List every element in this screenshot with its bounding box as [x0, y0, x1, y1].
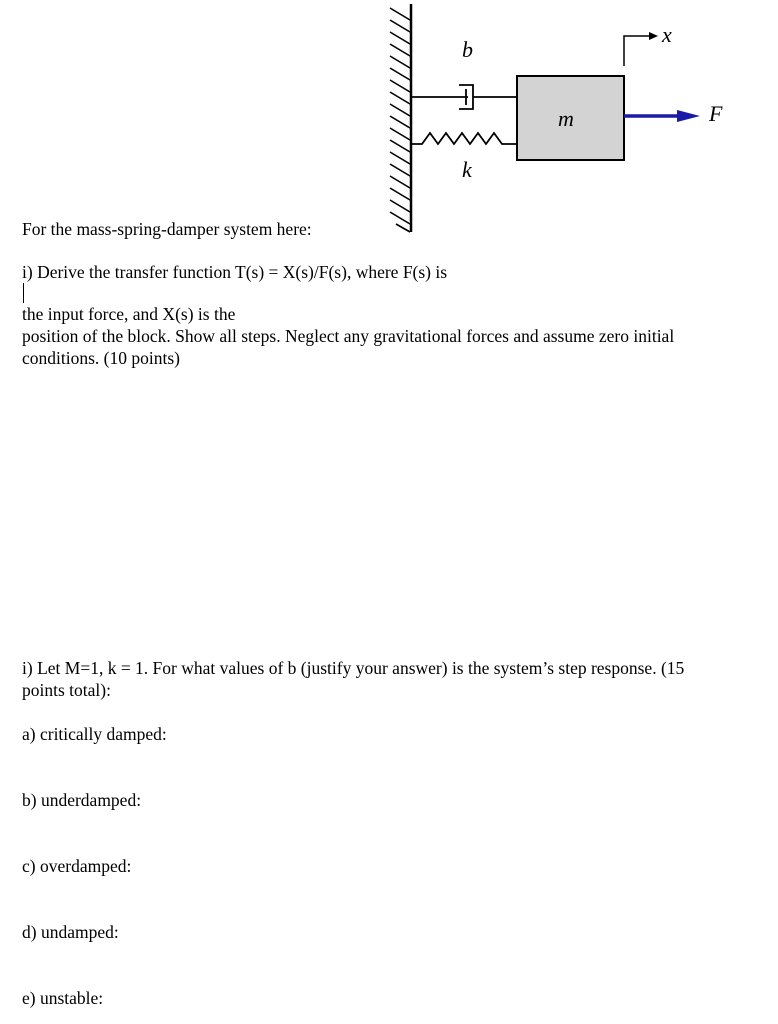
item-undamped: d) undamped:: [22, 922, 119, 942]
wall: [390, 4, 411, 232]
spring: [411, 133, 517, 144]
mass-spring-damper-diagram: [0, 0, 778, 240]
item-critically-damped: a) critically damped:: [22, 724, 167, 744]
part1-line1: [22, 261, 762, 325]
position-arrow: [624, 32, 658, 66]
item-underdamped: b) underdamped:: [22, 790, 142, 810]
spring-label: k: [462, 157, 472, 182]
mass-label: m: [558, 106, 574, 131]
damper-label: b: [462, 37, 473, 62]
part1-line2: position of the block. Show all steps. Neglect any gravitational forces and assume zero initial: [22, 326, 675, 346]
part2-line1: i) Let M=1, k = 1. For what values of b (justify your answer) is the system’s step response. (15: [22, 658, 685, 678]
part1-line1-after: the input force, and X(s) is the: [22, 304, 236, 324]
part1-line1-before: i) Derive the transfer function T(s) = X(s)/F(s), where F(s) is: [22, 262, 448, 282]
part1-line3: conditions. (10 points): [22, 348, 180, 368]
part2-line2: points total):: [22, 680, 111, 700]
force-label: F: [709, 101, 723, 126]
intro-text: For the mass-spring-damper system here:: [22, 219, 312, 239]
part2-question: [22, 657, 762, 701]
damper: [411, 85, 517, 109]
item-unstable: e) unstable:: [22, 988, 104, 1008]
part1-question: [22, 261, 762, 369]
force-arrow: [624, 110, 700, 122]
text-cursor: [23, 283, 24, 303]
position-label: x: [662, 22, 672, 47]
item-overdamped: c) overdamped:: [22, 856, 132, 876]
